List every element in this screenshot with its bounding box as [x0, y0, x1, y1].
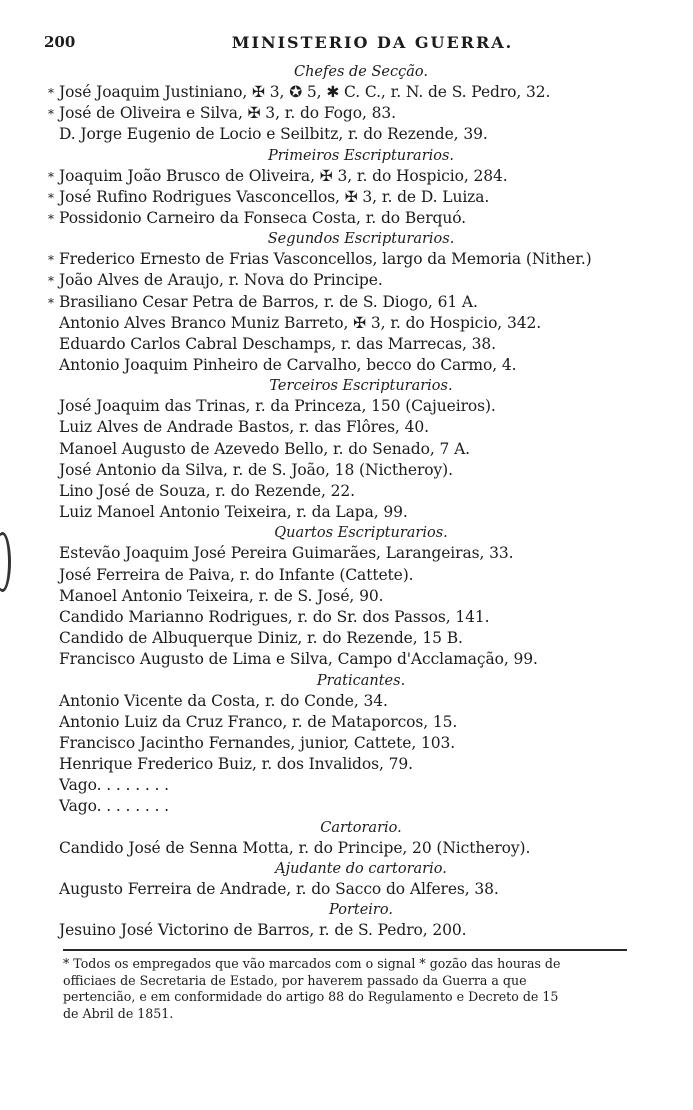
section-title: Terceiros Escripturarios. — [269, 378, 453, 395]
asterisk-marker: * — [48, 107, 54, 122]
entry-text: Manoel Antonio Teixeira, r. de S. José, 90. — [59, 586, 384, 605]
asterisk-marker: * — [48, 253, 54, 268]
list-item — [48, 481, 638, 502]
list-item — [48, 607, 638, 628]
entry-text: Manoel Augusto de Azevedo Bello, r. do Senado, 7 A. — [59, 439, 471, 458]
section-title: Praticantes. — [316, 672, 406, 689]
list-item — [48, 270, 638, 291]
list-item — [48, 796, 638, 817]
entry-text: Candido José de Senna Motta, r. do Principe, 20 (Nictheroy). — [59, 838, 531, 857]
asterisk-marker: * — [48, 274, 54, 289]
page-number: 200 — [44, 33, 76, 51]
entry-text: Brasiliano Cesar Petra de Barros, r. de S. Diogo, 61 A. — [59, 292, 478, 311]
section-title: Porteiro. — [329, 902, 393, 918]
list-item — [48, 439, 638, 460]
list-item — [48, 649, 638, 670]
list-item — [48, 187, 638, 208]
entry-text: Antonio Vicente da Costa, r. do Conde, 34. — [59, 691, 388, 710]
list-item — [48, 838, 638, 859]
section — [48, 146, 638, 230]
asterisk-marker: * — [48, 190, 54, 205]
list-item — [48, 292, 638, 313]
list-item — [48, 565, 638, 586]
footnote — [63, 956, 629, 1022]
entry-text: Antonio Joaquim Pinheiro de Carvalho, becco do Carmo, 4. — [59, 356, 517, 375]
footnote-line: pertencião, e em conformidade do artigo 88 do Regulamento e Decreto de 15 — [63, 989, 559, 1004]
footnote-line: de Abril de 1851. — [63, 1005, 174, 1021]
entry-text: José Ferreira de Paiva, r. do Infante (Cattete). — [59, 565, 414, 584]
section-title: Segundos Escripturarios. — [267, 231, 455, 248]
list-item — [48, 691, 638, 712]
entry-text: Francisco Jacintho Fernandes, junior, Cattete, 103. — [59, 733, 456, 752]
list-item — [48, 355, 638, 376]
section — [48, 900, 638, 941]
section — [48, 859, 638, 900]
list-item — [48, 249, 638, 270]
entry-text: Candido de Albuquerque Diniz, r. do Rezende, 15 B. — [59, 629, 463, 648]
list-item — [48, 103, 638, 124]
section — [48, 818, 638, 859]
section — [48, 62, 638, 146]
entry-text: D. Jorge Eugenio de Locio e Seilbitz, r. do Rezende, 39. — [59, 125, 488, 144]
entry-text: Henrique Frederico Buiz, r. dos Invalidos, 79. — [59, 755, 413, 774]
list-item — [48, 879, 638, 900]
section — [48, 523, 638, 670]
running-title: MINISTERIO DA GUERRA. — [231, 33, 514, 52]
asterisk-marker: * — [48, 86, 54, 100]
footnote-line: * Todos os empregados que vão marcados com o signal * gozão das houras de — [63, 956, 561, 971]
entry-text: Francisco Augusto de Lima e Silva, Campo d'Acclamação, 99. — [59, 650, 538, 669]
staff-listing — [48, 62, 638, 941]
entry-text: Vago. . . . . . . . — [59, 797, 169, 816]
list-item — [48, 920, 638, 941]
section-title: Primeiros Escripturarios. — [267, 147, 455, 164]
list-item — [48, 124, 638, 145]
entry-text: José Joaquim Justiniano, ✠ 3, ✪ 5, ✱ C. C., r. N. de S. Pedro, 32. — [59, 83, 551, 101]
footnote-line: officiaes de Secretaria de Estado, por haverem passado da Guerra a que — [63, 972, 527, 988]
section-title: Cartorario. — [320, 819, 402, 836]
list-item — [48, 754, 638, 775]
section — [48, 376, 638, 523]
list-item — [48, 334, 638, 355]
section-title: Ajudante do cartorario. — [275, 860, 447, 877]
list-item — [48, 775, 638, 796]
entry-text: Vago. . . . . . . . — [59, 776, 169, 795]
list-item — [48, 166, 638, 187]
footnote-rule — [63, 949, 627, 951]
list-item — [48, 396, 638, 417]
entry-text: José Rufino Rodrigues Vasconcellos, ✠ 3, r. de D. Luiza. — [59, 187, 490, 206]
entry-text: Augusto Ferreira de Andrade, r. do Sacco do Alferes, 38. — [59, 879, 499, 898]
entry-text: João Alves de Araujo, r. Nova do Principe. — [59, 271, 383, 290]
entry-text: Lino José de Souza, r. do Rezende, 22. — [59, 482, 356, 500]
entry-text: Luiz Alves de Andrade Bastos, r. das Flôres, 40. — [59, 418, 429, 437]
list-item — [48, 712, 638, 733]
entry-text: José Joaquim das Trinas, r. da Princeza, 150 (Cajueiros). — [59, 397, 496, 416]
list-item — [48, 82, 638, 103]
entry-text: Antonio Alves Branco Muniz Barreto, ✠ 3, r. do Hospicio, 342. — [59, 313, 542, 332]
entry-text: Luiz Manoel Antonio Teixeira, r. da Lapa, 99. — [59, 503, 408, 522]
entry-text: Jesuino José Victorino de Barros, r. de S. Pedro, 200. — [59, 921, 467, 939]
entry-text: Frederico Ernesto de Frias Vasconcellos, largo da Memoria (Nither.) — [59, 250, 592, 269]
list-item — [48, 208, 638, 229]
asterisk-marker: * — [48, 295, 54, 310]
list-item — [48, 733, 638, 754]
asterisk-marker: * — [48, 211, 54, 226]
entry-text: José Antonio da Silva, r. de S. João, 18 (Nictheroy). — [59, 460, 453, 479]
list-item — [48, 586, 638, 607]
list-item — [48, 502, 638, 523]
section-title: Chefes de Secção. — [294, 64, 428, 80]
list-item — [48, 628, 638, 649]
section — [48, 229, 638, 376]
entry-text: Candido Marianno Rodrigues, r. do Sr. dos Passos, 141. — [59, 607, 490, 626]
entry-text: Antonio Luiz da Cruz Franco, r. de Mataporcos, 15. — [59, 712, 458, 731]
list-item — [48, 543, 638, 564]
list-item — [48, 417, 638, 438]
entry-text: Joaquim João Brusco de Oliveira, ✠ 3, r. do Hospicio, 284. — [59, 166, 508, 185]
entry-text: Eduardo Carlos Cabral Deschamps, r. das Marrecas, 38. — [59, 334, 496, 353]
list-item — [48, 313, 638, 334]
page-header — [0, 33, 693, 57]
list-item — [48, 460, 638, 481]
page-edge-stain — [0, 532, 11, 592]
section-title: Quartos Escripturarios. — [274, 525, 448, 542]
asterisk-marker: * — [48, 169, 54, 184]
entry-text: Possidonio Carneiro da Fonseca Costa, r. do Berquó. — [59, 208, 467, 227]
entry-text: José de Oliveira e Silva, ✠ 3, r. do Fogo, 83. — [59, 104, 396, 123]
entry-text: Estevão Joaquim José Pereira Guimarães, Larangeiras, 33. — [59, 544, 514, 563]
section — [48, 671, 638, 818]
